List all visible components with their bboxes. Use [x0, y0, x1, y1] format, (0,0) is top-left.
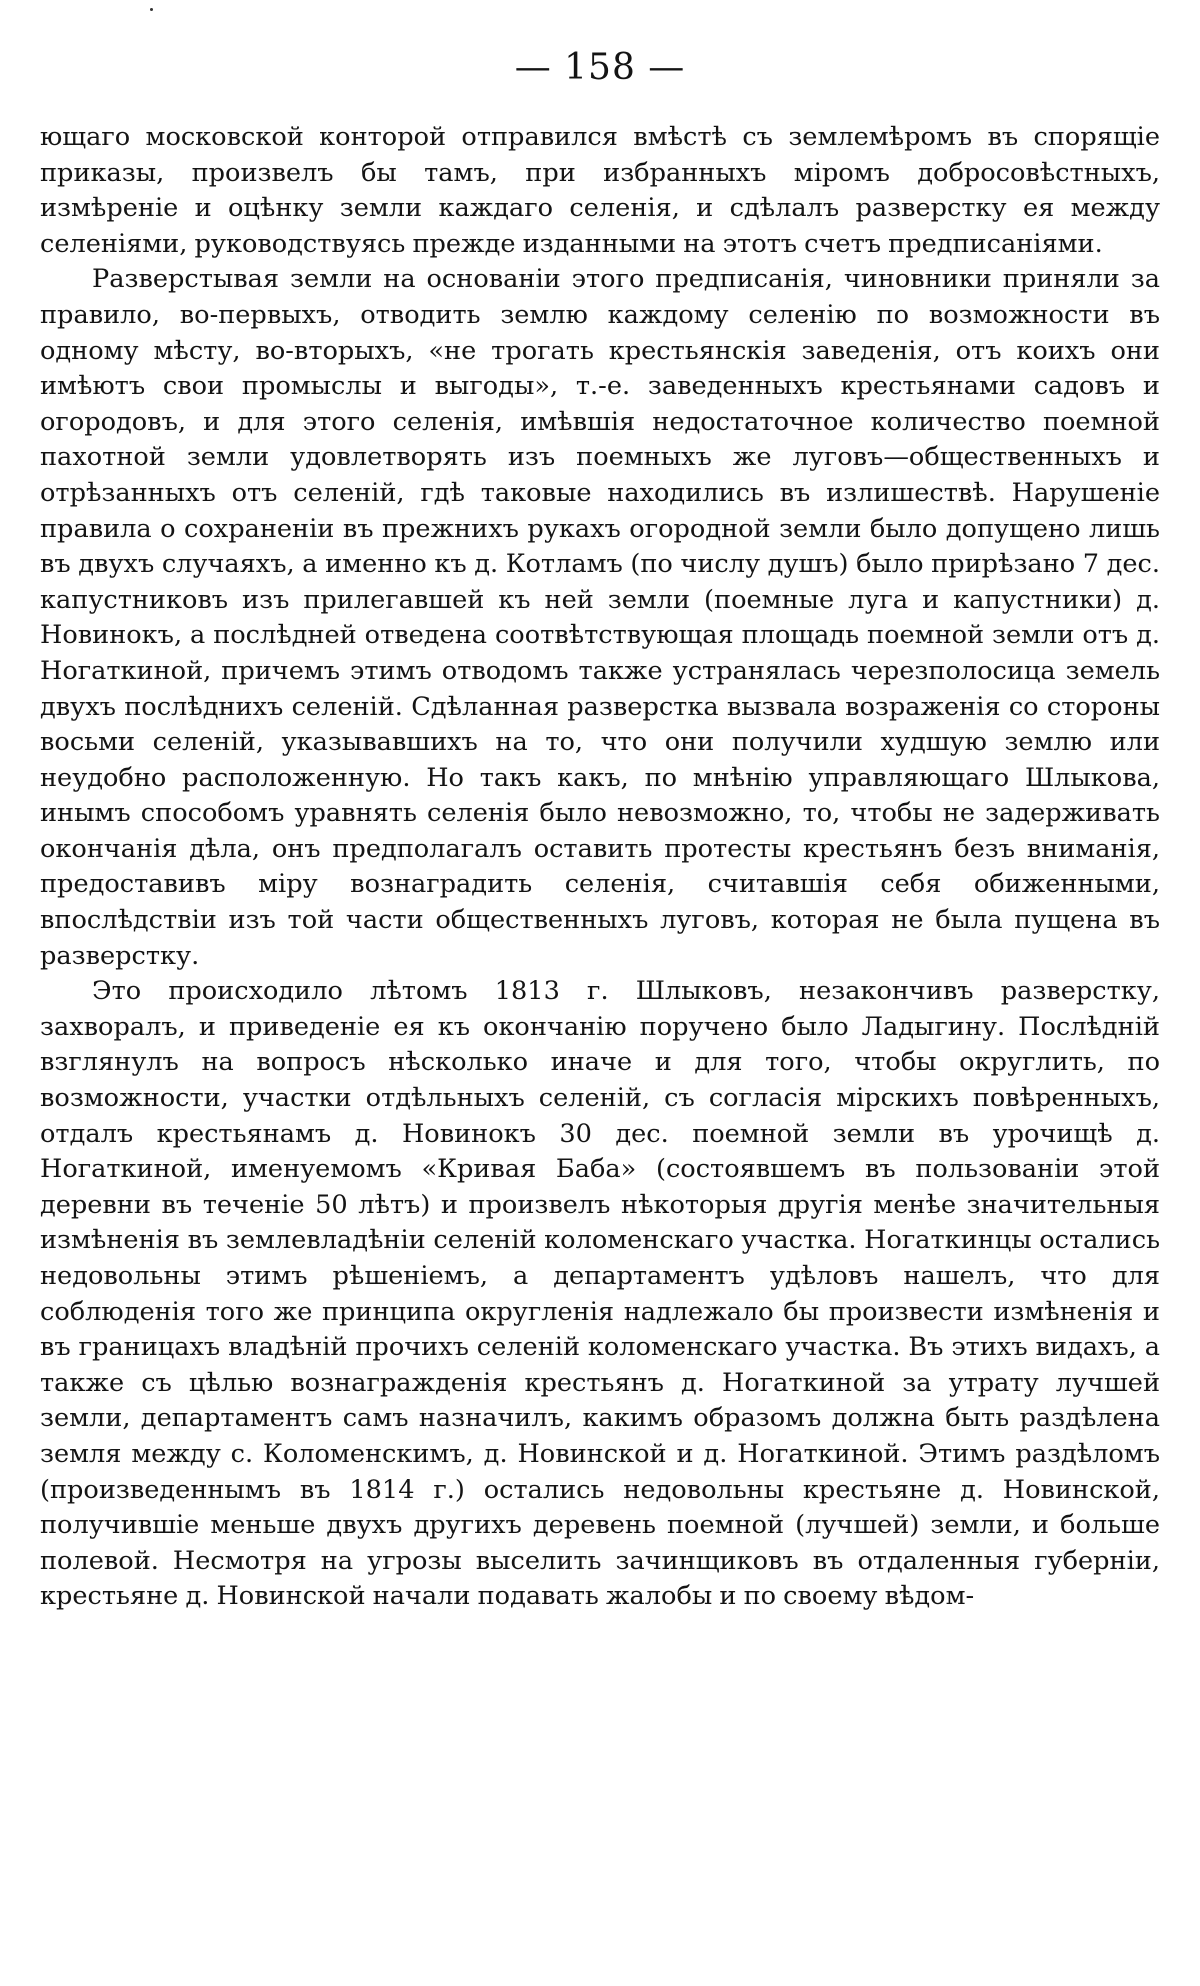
document-page [40, 47, 1160, 1615]
print-speck [150, 8, 153, 11]
paragraph-1: ющаго московской конторой отправился вмѣстѣ съ землемѣромъ въ спорящіе приказы, произвелъ бы тамъ, при избранныхъ міромъ добросовѣстныхъ, измѣреніе и оцѣнку земли каждаго селенія, и сдѣлалъ разверстку ея между селеніями, руководствуясь прежде изданными на этотъ счетъ предписаніями. [40, 122, 1160, 259]
paragraph-3: Это происходило лѣтомъ 1813 г. Шлыковъ, незакончивъ разверстку, захворалъ, и приведеніе ея къ окончанію поручено было Ладыгину. Послѣдній взглянулъ на вопросъ нѣсколько иначе и для того, чтобы округлить, по возможности, участки отдѣльныхъ селеній, съ согласія мірскихъ повѣренныхъ, отдалъ крестьянамъ д. Новинокъ 30 дес. поемной земли въ урочищѣ д. Ногаткиной, именуемомъ «Кривая Баба» (состоявшемъ въ пользованіи этой деревни въ теченіе 50 лѣтъ) и произвелъ нѣкоторыя другія менѣе значительныя измѣненія въ землевладѣніи селеній коломенскаго участка. Ногаткинцы остались недовольны этимъ рѣшеніемъ, а департаментъ удѣловъ нашелъ, что для соблюденія того же принципа округленія надлежало бы произвести измѣненія и въ границахъ владѣній прочихъ селеній коломенскаго участка. Въ этихъ видахъ, а также съ цѣлью вознагражденія крестьянъ д. Ногаткиной за утрату лучшей земли, департаментъ самъ назначилъ, какимъ образомъ должна быть раздѣлена земля между с. Коломенскимъ, д. Новинской и д. Ногаткиной. Этимъ раздѣломъ (произведеннымъ въ 1814 г.) остались недовольны крестьяне д. Новинской, получившіе меньше двухъ другихъ деревень поемной (лучшей) земли, и больше полевой. Несмотря на угрозы выселить зачинщиковъ въ отдаленныя губерніи, крестьяне д. Новинской начали подавать жалобы и по своему вѣдом- [40, 976, 1160, 1612]
page-number: — 158 — [514, 47, 686, 88]
paragraph-2: Разверстывая земли на основаніи этого предписанія, чиновники приняли за правило, во-первыхъ, отводить землю каждому селенію по возможности въ одному мѣсту, во-вторыхъ, «не трогать крестьянскія заведенія, отъ коихъ они имѣютъ свои промыслы и выгоды», т.-е. заведенныхъ крестьянами садовъ и огородовъ, и для этого селенія, имѣвшія недостаточное количество поемной пахотной земли удовлетворять изъ поемныхъ же луговъ—общественныхъ и отрѣзанныхъ отъ селеній, гдѣ таковые находились въ излишествѣ. Нарушеніе правила о сохраненіи въ прежнихъ рукахъ огородной земли было допущено лишь въ двухъ случаяхъ, а именно къ д. Котламъ (по числу душъ) было прирѣзано 7 дес. капустниковъ изъ прилегавшей къ ней земли (поемные луга и капустники) д. Новинокъ, а послѣдней отведена соотвѣтствующая площадь поемной земли отъ д. Ногаткиной, причемъ этимъ отводомъ также устранялась черезполосица земель двухъ послѣднихъ селеній. Сдѣланная разверстка вызвала возраженія со стороны восьми селеній, указывавшихъ на то, что они получили худшую землю или неудобно расположенную. Но такъ какъ, по мнѣнію управляющаго Шлыкова, инымъ способомъ уравнять селенія было невозможно, то, чтобы не задерживать окончанія дѣла, онъ предполагалъ оставить протесты крестьянъ безъ вниманія, предоставивъ міру вознаградить селенія, считавшія себя обиженными, впослѣдствіи изъ той части общественныхъ луговъ, которая не была пущена въ разверстку. [40, 264, 1160, 971]
